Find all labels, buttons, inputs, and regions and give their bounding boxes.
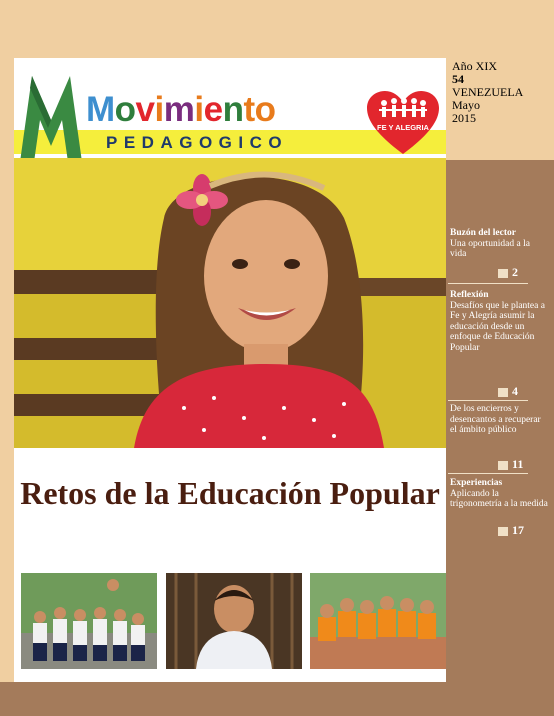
toc-article-title: Desafíos que le plantea a Fe y Alegría asumir la educación desde un enfoque de Educación Popular [450, 300, 545, 353]
top-band [0, 0, 554, 58]
toc-page-number: 2 [512, 265, 518, 279]
title-letter: i [194, 90, 204, 129]
cover-photo [14, 158, 446, 448]
toc-section-title: Reflexión [450, 290, 489, 300]
logo-m-icon [18, 72, 84, 164]
divider [448, 400, 528, 401]
toc-page-marker [498, 384, 528, 398]
heart-caption: FE Y ALEGRIA [377, 123, 429, 132]
toc-entry[interactable] [450, 228, 548, 260]
title-letter: i [154, 90, 164, 129]
toc-article-title: Una oportunidad a la vida [450, 238, 530, 260]
toc-page-number: 4 [512, 384, 518, 398]
title-letter: m [163, 90, 195, 129]
issue-country: VENEZUELA [452, 85, 524, 99]
title-letter: o [254, 90, 276, 129]
toc-page-marker [498, 265, 528, 279]
title-letter: n [222, 90, 244, 129]
issue-year-number: 2015 [452, 111, 476, 125]
fe-y-alegria-heart-icon [366, 90, 440, 156]
toc-article-title: De los encierros y desencantos a recuperar el ámbito público [450, 404, 541, 436]
toc-section-title: Buzón del lector [450, 228, 516, 238]
bottom-band [0, 682, 446, 716]
toc-page-number: 11 [512, 457, 524, 471]
toc-entry[interactable] [450, 478, 548, 510]
title-letter: M [86, 90, 115, 129]
toc-entry[interactable] [450, 290, 548, 354]
bullet-square-icon [498, 269, 508, 278]
toc-entry[interactable] [450, 404, 548, 436]
title-letter: o [114, 90, 136, 129]
title-letter: v [135, 90, 155, 129]
issue-number: 54 [452, 72, 464, 86]
cover-headline: Retos de la Educación Popular [20, 475, 440, 511]
bullet-square-icon [498, 527, 508, 536]
toc-page-number: 17 [512, 523, 524, 537]
bullet-square-icon [498, 388, 508, 397]
thumbnail-photo-boy [166, 573, 302, 669]
issue-info [452, 60, 548, 125]
issue-year: Año XIX [452, 59, 497, 73]
toc-page-marker [498, 523, 528, 537]
toc-article-title: Aplicando la trigonometría a la medida [450, 488, 548, 510]
thumbnail-photo-students [21, 573, 157, 669]
toc-page-marker [498, 457, 528, 471]
issue-month: Mayo [452, 98, 480, 112]
masthead-title [86, 92, 276, 127]
toc-section-title: Experiencias [450, 478, 503, 488]
divider [448, 283, 528, 284]
bullet-square-icon [498, 461, 508, 470]
thumbnail-photo-group [310, 573, 446, 669]
title-letter: t [243, 90, 255, 129]
divider [448, 473, 528, 474]
masthead-subtitle: PEDAGOGICO [106, 133, 289, 152]
title-letter: e [203, 90, 223, 129]
